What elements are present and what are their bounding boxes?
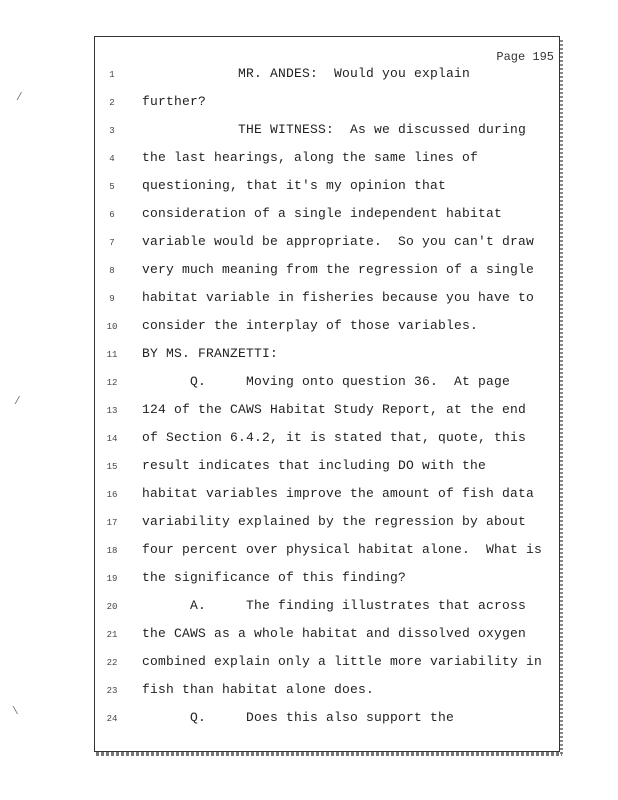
line-text: habitat variable in fisheries because you have to	[142, 290, 535, 305]
transcript-line	[94, 626, 560, 646]
line-number: 12	[106, 378, 118, 388]
line-number: 17	[106, 518, 118, 528]
transcript-line	[94, 542, 560, 562]
line-text: combined explain only a little more variability in	[142, 654, 543, 669]
line-number: 2	[109, 98, 115, 108]
line-text: BY MS. FRANZETTI:	[142, 346, 279, 361]
transcript-line	[94, 234, 560, 254]
transcript-line	[94, 486, 560, 506]
line-text: variable would be appropriate. So you can't draw	[142, 234, 535, 249]
line-number: 20	[106, 602, 118, 612]
line-text: of Section 6.4.2, it is stated that, quote, this	[142, 430, 527, 445]
line-number: 7	[109, 238, 115, 248]
line-text: questioning, that it's my opinion that	[142, 178, 447, 193]
page-number: Page 195	[496, 50, 554, 64]
line-text: four percent over physical habitat alone. What is	[142, 542, 543, 557]
transcript-line	[94, 206, 560, 226]
line-text: very much meaning from the regression of a single	[142, 262, 535, 277]
line-number: 11	[106, 350, 118, 360]
transcript-line	[94, 290, 560, 310]
line-text: Q. Moving onto question 36. At page	[142, 374, 511, 389]
transcript-line	[94, 346, 560, 366]
transcript-line	[94, 374, 560, 394]
margin-mark: \	[12, 706, 19, 718]
line-number: 21	[106, 630, 118, 640]
transcript-line	[94, 570, 560, 590]
line-number: 23	[106, 686, 118, 696]
line-text: Q. Does this also support the	[142, 710, 455, 725]
line-text: THE WITNESS: As we discussed during	[142, 122, 527, 137]
line-number: 8	[109, 266, 115, 276]
transcript-line	[94, 122, 560, 142]
line-text: 124 of the CAWS Habitat Study Report, at the end	[142, 402, 527, 417]
transcript-line	[94, 262, 560, 282]
transcript-line	[94, 94, 560, 114]
transcript-line	[94, 682, 560, 702]
line-number: 15	[106, 462, 118, 472]
transcript-line	[94, 710, 560, 730]
margin-mark: /	[14, 396, 21, 408]
line-text: fish than habitat alone does.	[142, 682, 375, 697]
line-text: A. The finding illustrates that across	[142, 598, 527, 613]
line-number: 13	[106, 406, 118, 416]
line-number: 14	[106, 434, 118, 444]
line-number: 9	[109, 294, 115, 304]
transcript-line	[94, 402, 560, 422]
transcript-line	[94, 150, 560, 170]
margin-mark: /	[16, 92, 23, 104]
line-text: the significance of this finding?	[142, 570, 407, 585]
line-text: consider the interplay of those variables.	[142, 318, 479, 333]
line-number: 6	[109, 210, 115, 220]
transcript-line	[94, 178, 560, 198]
line-text: further?	[142, 94, 207, 109]
line-number: 18	[106, 546, 118, 556]
line-number: 22	[106, 658, 118, 668]
line-number: 1	[109, 70, 115, 80]
transcript-line	[94, 430, 560, 450]
transcript-line	[94, 598, 560, 618]
transcript-line	[94, 514, 560, 534]
line-text: the last hearings, along the same lines of	[142, 150, 479, 165]
line-number: 3	[109, 126, 115, 136]
line-text: habitat variables improve the amount of fish data	[142, 486, 535, 501]
line-number: 10	[106, 322, 118, 332]
line-text: result indicates that including DO with the	[142, 458, 487, 473]
line-text: the CAWS as a whole habitat and dissolved oxygen	[142, 626, 527, 641]
line-text: consideration of a single independent habitat	[142, 206, 503, 221]
page-edge-bottom	[96, 752, 562, 756]
line-text: variability explained by the regression by about	[142, 514, 527, 529]
transcript-line	[94, 318, 560, 338]
line-text: MR. ANDES: Would you explain	[142, 66, 471, 81]
transcript-line	[94, 654, 560, 674]
transcript-line	[94, 66, 560, 86]
line-number: 24	[106, 714, 118, 724]
line-number: 19	[106, 574, 118, 584]
line-number: 5	[109, 182, 115, 192]
line-number: 16	[106, 490, 118, 500]
transcript-line	[94, 458, 560, 478]
page-edge-right	[560, 40, 563, 754]
line-number: 4	[109, 154, 115, 164]
